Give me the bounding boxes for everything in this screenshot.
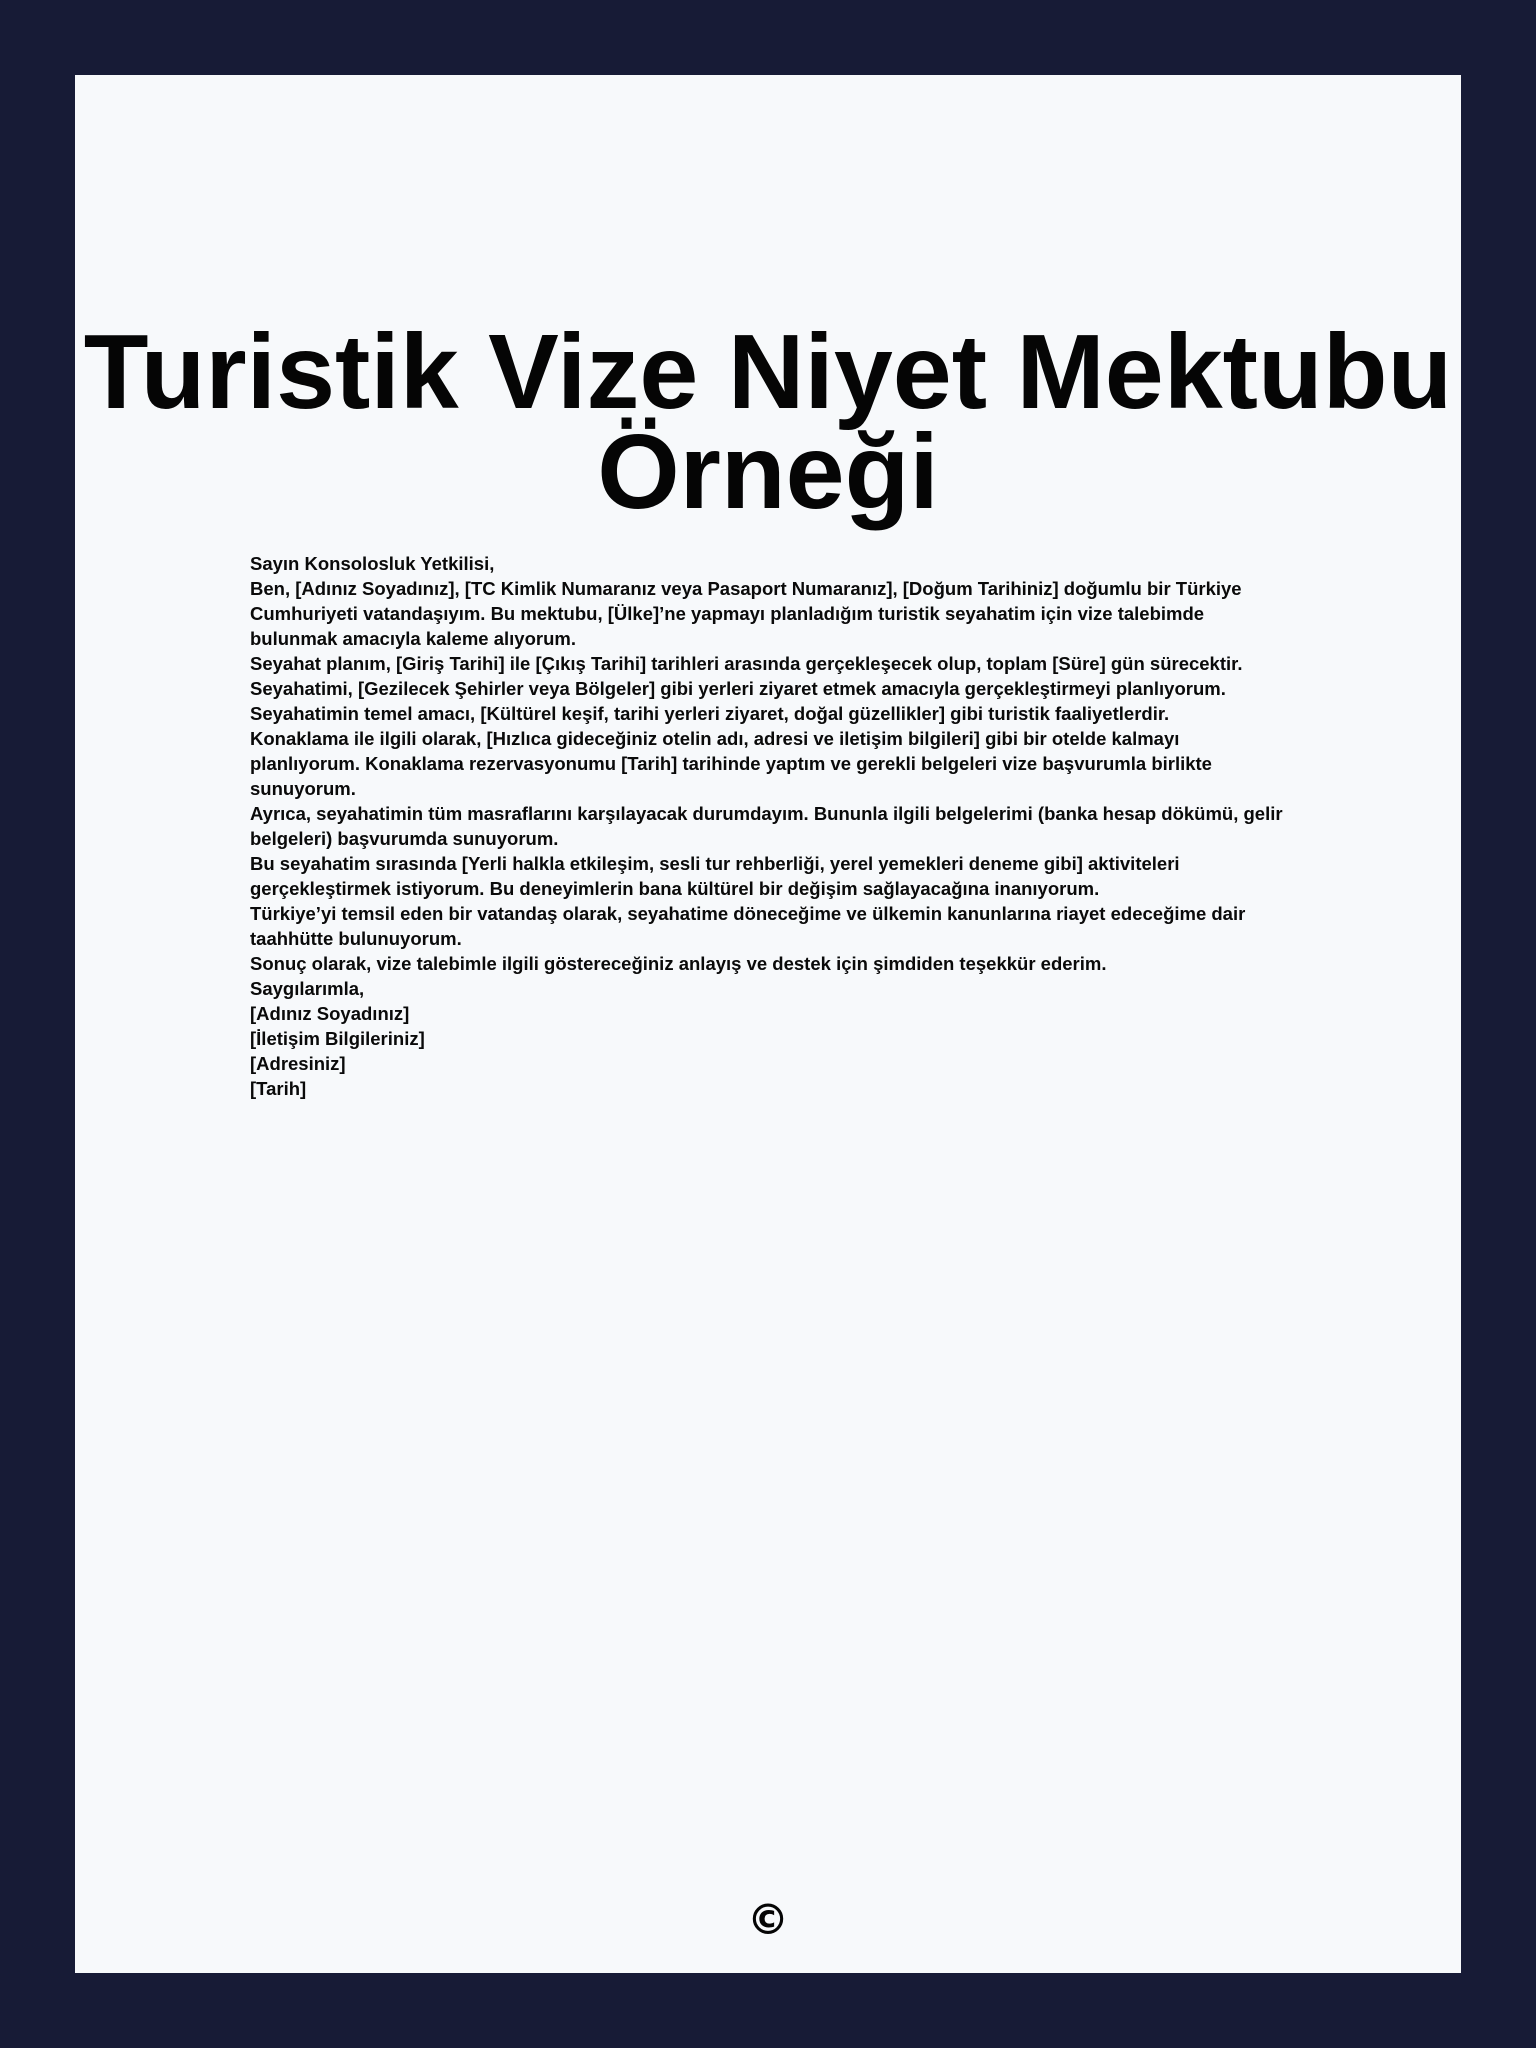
title-line-2: Örneği — [597, 413, 939, 531]
closing-sentence: Sonuç olarak, vize talebimle ilgili göstereceğiniz anlayış ve destek için şimdiden teşekkür ederim. — [250, 953, 1107, 974]
paragraph-travel-plan: Seyahat planım, [Giriş Tarihi] ile [Çıkış Tarihi] tarihleri arasında gerçekleşecek olup, toplam [Süre] gün sürecektir. Seyahatimi, [Gezilecek Şehirler veya Bölgeler] gibi yerleri ziyaret etmek amacıyla gerçekleştirmeyi planlıyorum. Seyahatimin temel amacı, [Kültürel keşif, tarihi yerleri ziyaret, doğal güzellikler] gibi turistik faaliyetlerdir. — [250, 653, 1243, 724]
document-page — [75, 75, 1461, 1973]
copyright-icon: © — [747, 1895, 789, 1944]
signature-contact: [İletişim Bilgileriniz] — [250, 1028, 425, 1049]
letter-body — [250, 551, 1290, 1101]
sign-off: Saygılarımla, — [250, 978, 365, 999]
salutation: Sayın Konsolosluk Yetkilisi, — [250, 553, 495, 574]
paragraph-finances: Ayrıca, seyahatimin tüm masraflarını karşılayacak durumdayım. Bununla ilgili belgelerimi (banka hesap dökümü, gelir belgeleri) başvurumda sunuyorum. — [250, 803, 1283, 849]
signature-date: [Tarih] — [250, 1078, 307, 1099]
title-line-1: Turistik Vize Niyet Mektubu — [83, 313, 1453, 431]
paragraph-identity: Ben, [Adınız Soyadınız], [TC Kimlik Numaranız veya Pasaport Numaranız], [Doğum Tarihiniz] doğumlu bir Türkiye Cumhuriyeti vatandaşıyım. Bu mektubu, [Ülke]’ne yapmayı planladığım turistik seyahatim için vize talebimde bulunmak amacıyla kaleme alıyorum. — [250, 578, 1242, 649]
paragraph-commitment: Türkiye’yi temsil eden bir vatandaş olarak, seyahatime döneceğime ve ülkemin kanunlarına riayet edeceğime dair taahhütte bulunuyorum. — [250, 903, 1246, 949]
paragraph-accommodation: Konaklama ile ilgili olarak, [Hızlıca gideceğiniz otelin adı, adresi ve iletişim bilgileri] gibi bir otelde kalmayı planlıyorum. Konaklama rezervasyonumu [Tarih] tarihinde yaptım ve gerekli belgeleri vize başvurumla birlikte sunuyorum. — [250, 728, 1212, 799]
paragraph-activities: Bu seyahatim sırasında [Yerli halkla etkileşim, sesli tur rehberliği, yerel yemekleri deneme gibi] aktiviteleri gerçekleştirmek istiyorum. Bu deneyimlerin bana kültürel bir değişim sağlayacağına inanıyorum. — [250, 853, 1180, 899]
document-title — [75, 313, 1461, 531]
signature-address: [Adresiniz] — [250, 1053, 346, 1074]
signature-name: [Adınız Soyadınız] — [250, 1003, 410, 1024]
